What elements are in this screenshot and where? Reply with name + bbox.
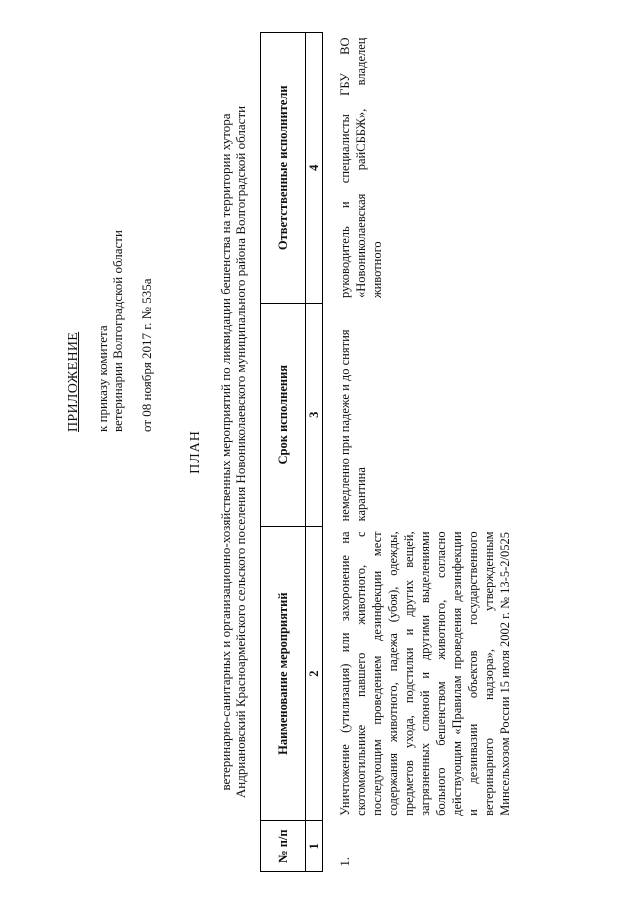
row-activity: Уничтожение (утилизация) или захоронение на скотомогильнике павшего животного, с последующим проведением дезинфекции мест содержания животного, падежа (убоя), одежды, предметов ухода, подстилки и других вещей, загрязненных слюной и другими выделениями больного бешенством животного, согласно действующим «Правилам проведения дезинфекции и дезинвазии объектов государственного ветеринарного надзора», утвержденным Минсельхозом России 15 июля 2002 г. № 13-5-2/0525: [338, 531, 512, 816]
column-number-4: 4: [306, 33, 323, 304]
header-deadline: Срок исполнения: [261, 303, 306, 526]
plan-subtitle: [218, 12, 248, 892]
header-responsible: Ответственные исполнители: [261, 33, 306, 304]
plan-table: [260, 32, 515, 872]
column-number-1: 1: [306, 821, 323, 872]
appendix-title: ПРИЛОЖЕНИЕ: [66, 331, 81, 432]
appendix-line-2: ветеринарии Волгоградской области: [110, 230, 125, 432]
appendix-date: от 08 ноября 2017 г. № 535а: [139, 278, 154, 432]
rotated-page: [20, 12, 620, 892]
table-header-row: [261, 33, 306, 872]
row-responsible: руководитель и специалисты ГБУ ВО «Новониколаевская райСББЖ», владелец животного: [338, 37, 384, 299]
appendix-line-1: к приказу комитета: [95, 325, 110, 432]
row-number: 1.: [338, 857, 352, 867]
header-activity: Наименование мероприятий: [261, 526, 306, 820]
table-row: [323, 33, 516, 872]
column-number-row: [306, 33, 323, 872]
appendix-block: [66, 12, 154, 432]
header-number: № п/п: [261, 821, 306, 872]
row-deadline: немедленно при падеже и до снятия карантина: [338, 329, 368, 522]
plan-subtitle-line-1: ветеринарно-санитарных и организационно-хозяйственных мероприятий по ликвидации бешенства на территории хутора: [218, 113, 233, 791]
plan-title: ПЛАН: [188, 430, 203, 474]
column-number-2: 2: [306, 526, 323, 820]
plan-subtitle-line-2: Андриановский Красноармейского сельского поселения Новониколаевского муниципального района Волгоградской области: [233, 105, 248, 799]
column-number-3: 3: [306, 303, 323, 526]
